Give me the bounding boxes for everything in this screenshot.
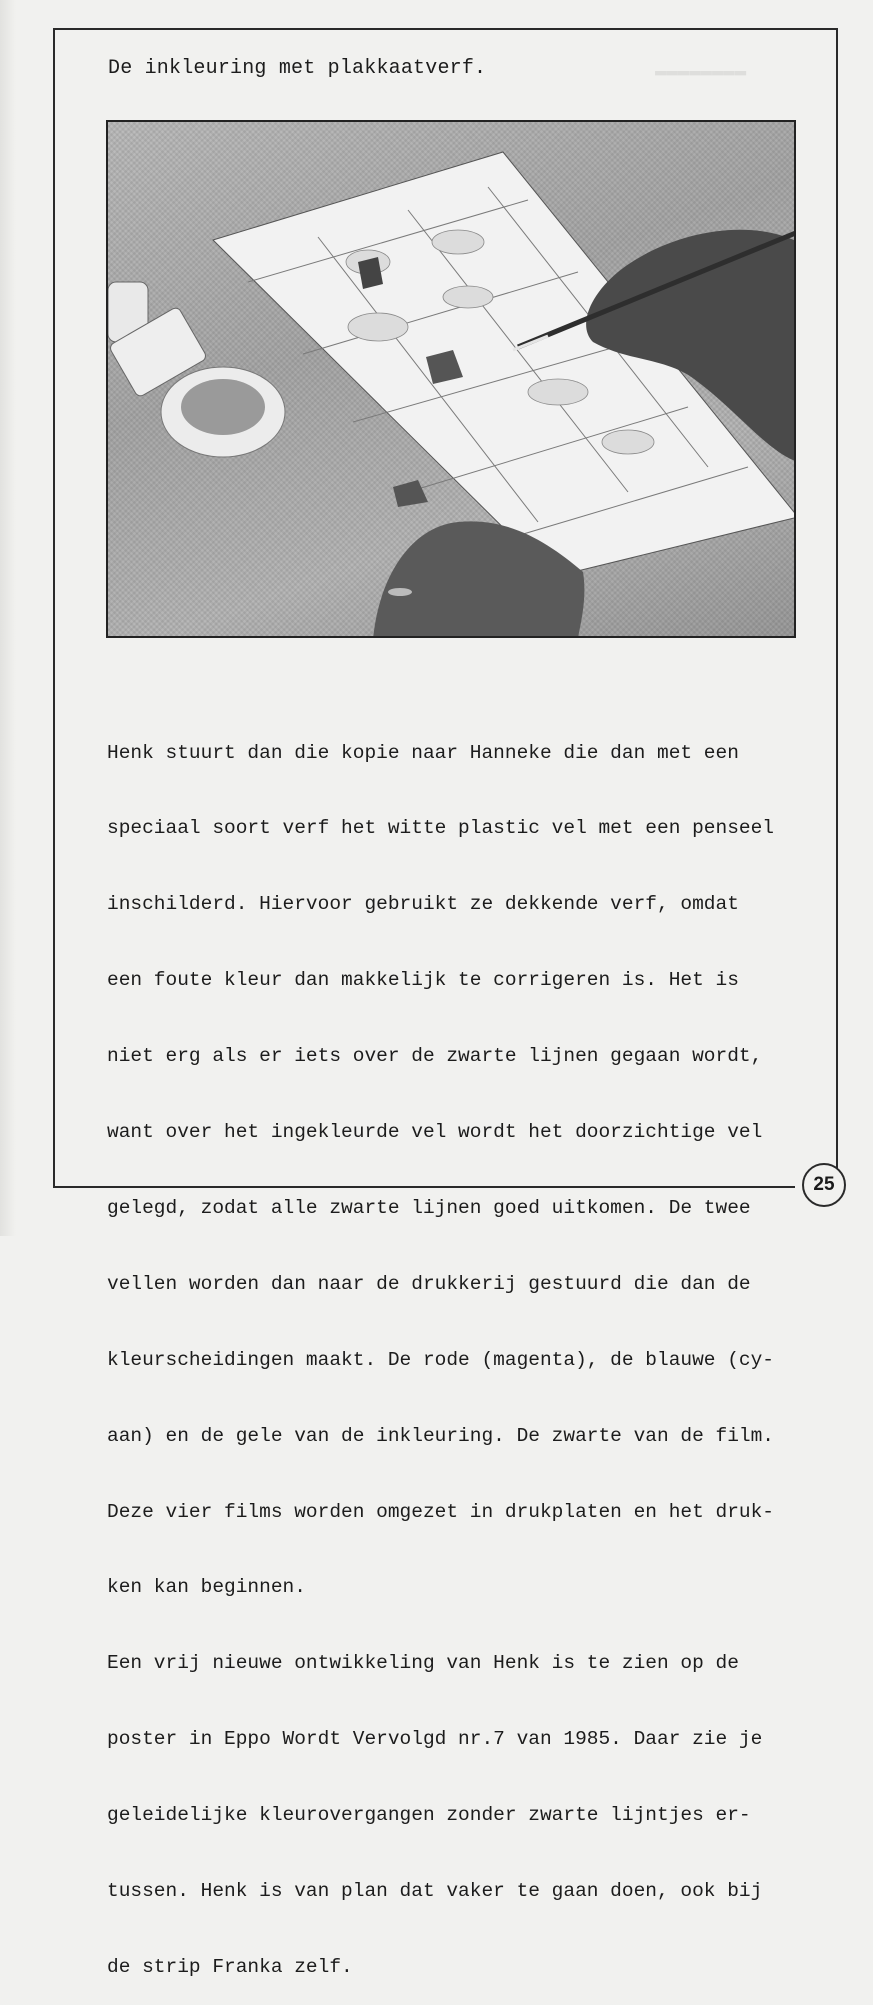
- water-cup: [161, 367, 285, 457]
- article-body: [107, 690, 837, 2005]
- page-edge-shadow: [0, 0, 16, 1236]
- body-line: aan) en de gele van de inkleuring. De zwarte van de film.: [107, 1424, 775, 1447]
- body-line: want over het ingekleurde vel wordt het doorzichtige vel: [107, 1121, 763, 1144]
- show-through-text: ▬▬▬▬▬▬▬▬: [655, 60, 747, 82]
- body-line: speciaal soort verf het witte plastic vel met een penseel: [107, 817, 775, 840]
- photograph-image-icon: [108, 122, 796, 638]
- body-line: een foute kleur dan makkelijk te corrigeren is. Het is: [107, 969, 739, 992]
- body-line: vellen worden dan naar de drukkerij gestuurd die dan de: [107, 1272, 751, 1295]
- body-line: Een vrij nieuwe ontwikkeling van Henk is te zien op de: [107, 1652, 739, 1675]
- body-line: Henk stuurt dan die kopie naar Hanneke die dan met een: [107, 741, 739, 764]
- body-line: poster in Eppo Wordt Vervolgd nr.7 van 1985. Daar zie je: [107, 1728, 763, 1751]
- body-line: gelegd, zodat alle zwarte lijnen goed uitkomen. De twee: [107, 1196, 751, 1219]
- page-title: De inkleuring met plakkaatverf.: [108, 57, 487, 80]
- body-line: Deze vier films worden omgezet in drukplaten en het druk-: [107, 1500, 775, 1523]
- page-number-badge: 25: [802, 1163, 846, 1207]
- body-line: niet erg als er iets over de zwarte lijnen gegaan wordt,: [107, 1045, 763, 1068]
- body-line: geleidelijke kleurovergangen zonder zwarte lijntjes er-: [107, 1804, 751, 1827]
- body-line: inschilderd. Hiervoor gebruikt ze dekkende verf, omdat: [107, 893, 739, 916]
- body-line: kleurscheidingen maakt. De rode (magenta), de blauwe (cy-: [107, 1348, 775, 1371]
- body-line: tussen. Henk is van plan dat vaker te gaan doen, ook bij: [107, 1879, 763, 1902]
- photograph: [106, 120, 796, 638]
- body-line: de strip Franka zelf.: [107, 1955, 353, 1978]
- body-line: ken kan beginnen.: [107, 1576, 306, 1599]
